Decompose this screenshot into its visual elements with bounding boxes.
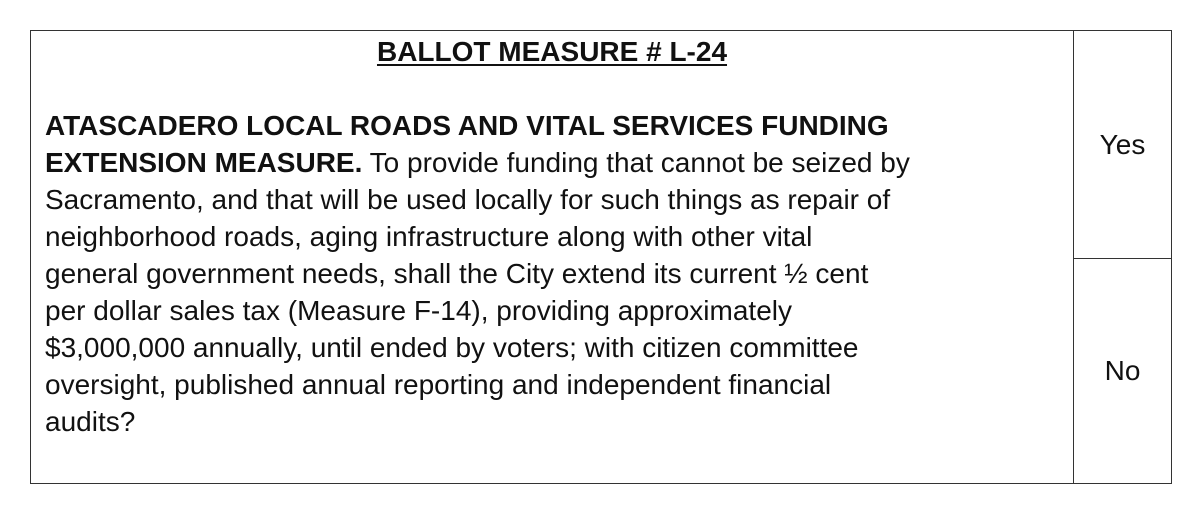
vote-no-label: No (1104, 355, 1141, 386)
measure-line (45, 255, 1065, 292)
measure-line-text: general government needs, shall the City extend its current ½ cent (45, 258, 869, 289)
measure-description-cell (31, 31, 1074, 483)
measure-line (45, 181, 1065, 218)
measure-title-line: EXTENSION MEASURE. (45, 147, 363, 178)
measure-line (45, 403, 1065, 440)
vote-no-option[interactable] (1074, 259, 1171, 483)
measure-line (45, 218, 1065, 255)
ballot-measure-table (30, 30, 1172, 484)
measure-title-line: ATASCADERO LOCAL ROADS AND VITAL SERVICES FUNDING (45, 110, 889, 141)
measure-heading: BALLOT MEASURE # L-24 (376, 36, 728, 67)
measure-line-text: To provide funding that cannot be seized by (362, 147, 910, 178)
vote-yes-label: Yes (1099, 128, 1146, 160)
measure-line-text: $3,000,000 annually, until ended by voters; with citizen committee (45, 332, 859, 363)
measure-text (45, 107, 1065, 440)
measure-line (45, 144, 1065, 181)
measure-line-text: per dollar sales tax (Measure F-14), providing approximately (45, 295, 792, 326)
measure-line-text: Sacramento, and that will be used locally for such things as repair of (45, 184, 891, 215)
measure-line (45, 292, 1065, 329)
vote-yes-option[interactable] (1074, 31, 1171, 259)
measure-line (45, 107, 1065, 144)
measure-line (45, 366, 1065, 403)
measure-line-text: neighborhood roads, aging infrastructure along with other vital (45, 221, 813, 252)
measure-line (45, 329, 1065, 366)
measure-line-text: oversight, published annual reporting and independent financial (45, 369, 832, 400)
measure-line-text: audits? (45, 406, 136, 437)
